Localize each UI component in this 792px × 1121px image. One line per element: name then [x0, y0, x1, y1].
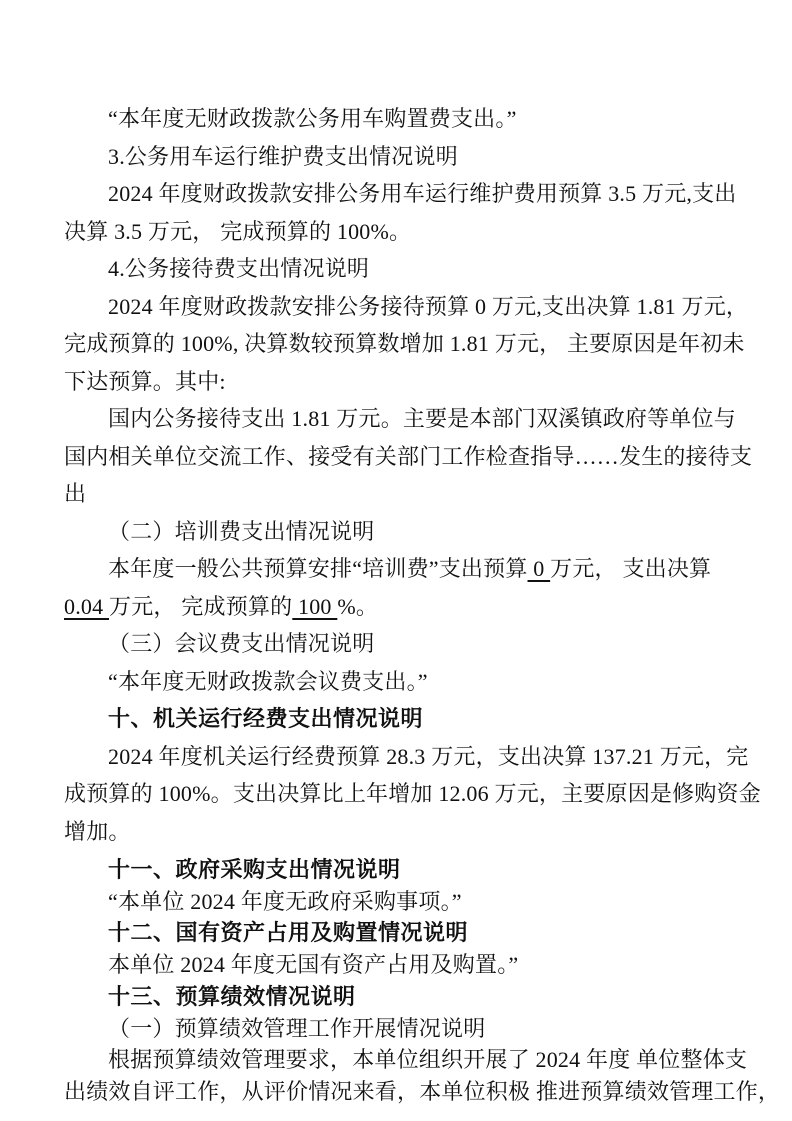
text-line — [64, 213, 732, 251]
text-segment: 国内公务接待支出 1.81 万元。主要是本部门双溪镇政府等单位与 — [108, 406, 736, 431]
text-line — [64, 100, 732, 138]
text-segment: 决算 3.5 万元， 完成预算的 100%。 — [64, 218, 412, 244]
text-segment: “本年度无财政拨款公务用车购置费支出。” — [108, 106, 517, 131]
text-segment: 十、机关运行经费支出情况说明 — [108, 706, 424, 731]
text-line — [64, 475, 732, 513]
text-line — [64, 138, 732, 176]
text-line — [64, 325, 745, 363]
text-line — [64, 550, 732, 588]
text-segment: 4.公务接待费支出情况说明 — [108, 256, 370, 281]
text-line — [64, 400, 736, 438]
text-line — [64, 175, 737, 213]
text-segment: 下达预算。其中: — [64, 368, 226, 394]
underlined-value: 100 — [292, 593, 338, 619]
text-segment: （二）培训费支出情况说明 — [108, 518, 375, 544]
text-line — [64, 775, 761, 813]
text-segment: 出 — [64, 481, 87, 506]
text-line — [64, 854, 732, 886]
text-segment: （一）预算绩效管理工作开展情况说明 — [108, 1015, 486, 1041]
text-segment: 完成预算的 100%, 决算数较预算数增加 1.81 万元， 主要原因是年初未 — [64, 331, 745, 356]
text-segment: %。 — [337, 593, 379, 619]
text-segment: 增加。 — [64, 818, 131, 844]
text-line — [64, 700, 732, 738]
text-segment: 国内相关单位交流工作、接受有关部门工作检查指导……发生的接待支 — [64, 443, 753, 469]
text-line — [64, 588, 732, 626]
document-body — [64, 100, 781, 1108]
text-segment: 3.公务用车运行维护费支出情况说明 — [108, 143, 458, 169]
text-segment: 根据预算绩效管理要求，本单位组织开展了 2024 年度 单位整体支 — [108, 1047, 748, 1073]
text-segment: 2024 年度财政拨款安排公务用车运行维护费用预算 3.5 万元,支出 — [108, 181, 737, 206]
text-line — [64, 738, 749, 776]
text-segment: 十二、国有资产占用及购置情况说明 — [108, 920, 469, 946]
text-line — [64, 1076, 781, 1108]
underlined-value: 0 — [527, 556, 551, 581]
text-line — [64, 625, 732, 663]
text-line — [64, 438, 753, 476]
text-segment: 本单位 2024 年度无国有资产占用及购置。” — [108, 952, 519, 978]
text-segment: （三）会议费支出情况说明 — [108, 631, 375, 656]
section-tail — [64, 854, 781, 1108]
text-line — [64, 981, 732, 1013]
section-main — [64, 100, 761, 850]
text-segment: 出绩效自评工作，从评价情况来看，本单位积极 推进预算绩效管理工作， — [64, 1078, 781, 1104]
text-segment: 万元， 支出决算 — [550, 556, 712, 581]
text-line — [64, 288, 749, 326]
text-line — [64, 886, 732, 918]
text-line — [64, 917, 732, 949]
text-segment: 2024 年度财政拨款安排公务接待预算 0 万元,支出决算 1.81 万元， — [108, 293, 749, 319]
underlined-value: 0.04 — [64, 593, 109, 619]
text-segment: “本年度无财政拨款会议费支出。” — [108, 668, 428, 694]
text-line — [64, 1044, 748, 1076]
text-segment: 十三、预算绩效情况说明 — [108, 983, 356, 1009]
text-segment: 成预算的 100%。支出决算比上年增加 12.06 万元，主要原因是修购资金 — [64, 781, 761, 806]
text-line — [64, 250, 732, 288]
text-segment: 十一、政府采购支出情况说明 — [108, 857, 401, 882]
text-line — [64, 813, 732, 851]
text-line — [64, 513, 732, 551]
text-segment: 万元， 完成预算的 — [109, 593, 293, 619]
text-line — [64, 949, 732, 981]
text-line — [64, 1013, 732, 1045]
text-segment: 2024 年度机关运行经费预算 28.3 万元，支出决算 137.21 万元，完 — [108, 743, 749, 769]
text-segment: 本年度一般公共预算安排“培训费”支出预算 — [108, 556, 528, 581]
text-line — [64, 363, 732, 401]
text-segment: “本单位 2024 年度无政府采购事项。” — [108, 888, 462, 914]
text-line — [64, 663, 732, 701]
